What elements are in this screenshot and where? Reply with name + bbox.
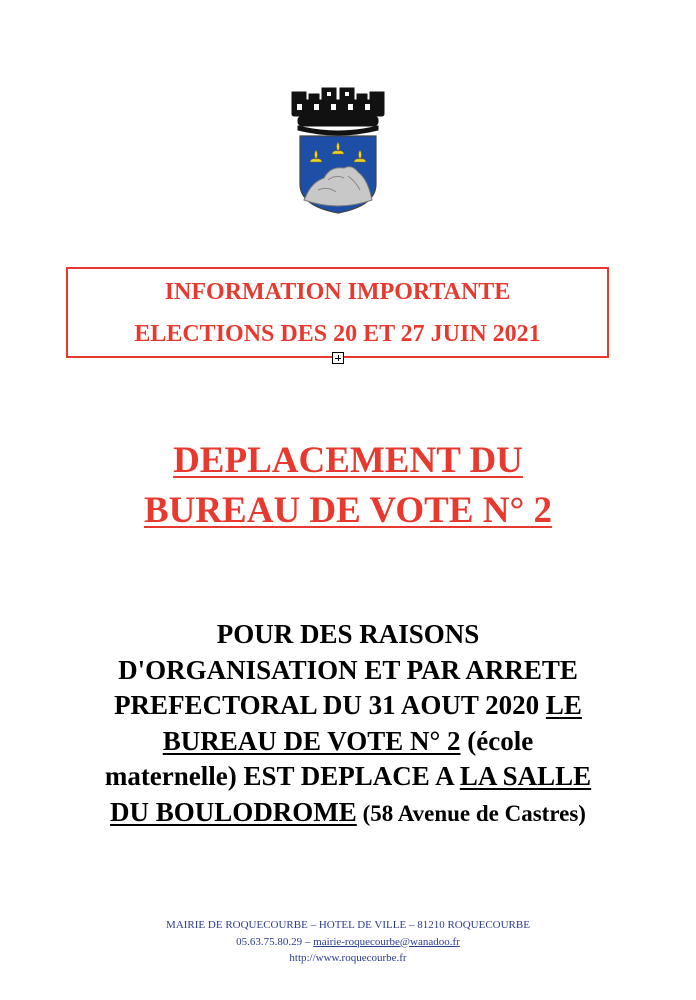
body-line-3a: PREFECTORAL DU 31 AOUT 2020 [114,690,546,720]
body-line-6a: DU BOULODROME [110,796,357,827]
body-line-4a: BUREAU DE VOTE N° 2 [162,725,461,756]
body-line-5a: maternelle) EST DEPLACE A [104,761,460,791]
footer [0,917,696,967]
mural-crown [292,88,384,135]
body-line-4b: (école [460,725,534,756]
footer-contact [0,934,696,951]
footer-phone: 05.63.75.80.29 – [236,935,314,948]
body-line-2: D'ORGANISATION ET PAR ARRETE [118,654,578,685]
footer-website-link[interactable]: http://www.roquecourbe.fr [289,952,407,964]
body-line-6b: (58 Avenue de Castres) [356,800,586,826]
coat-of-arms-logo [288,86,388,216]
announcement-body [38,617,658,831]
body-line-5b: LA SALLE [459,761,592,791]
info-title: INFORMATION IMPORTANTE [164,279,511,305]
important-info-box [66,267,609,358]
body-line-1: POUR DES RAISONS [216,619,480,649]
body-line-3b: LE [545,690,582,720]
footer-email-link[interactable]: mairie-roquecourbe@wanadoo.fr [313,935,460,948]
headline-line-1: DEPLACEMENT DU [173,440,523,481]
headline-line-2: BUREAU DE VOTE N° 2 [143,490,553,531]
move-handle-icon[interactable] [332,352,344,364]
elections-dates: ELECTIONS DES 20 ET 27 JUIN 2021 [134,321,541,347]
footer-address: MAIRIE DE ROQUECOURBE – HOTEL DE VILLE – 81210 ROQUECOURBE [166,919,530,931]
headline [40,436,656,536]
